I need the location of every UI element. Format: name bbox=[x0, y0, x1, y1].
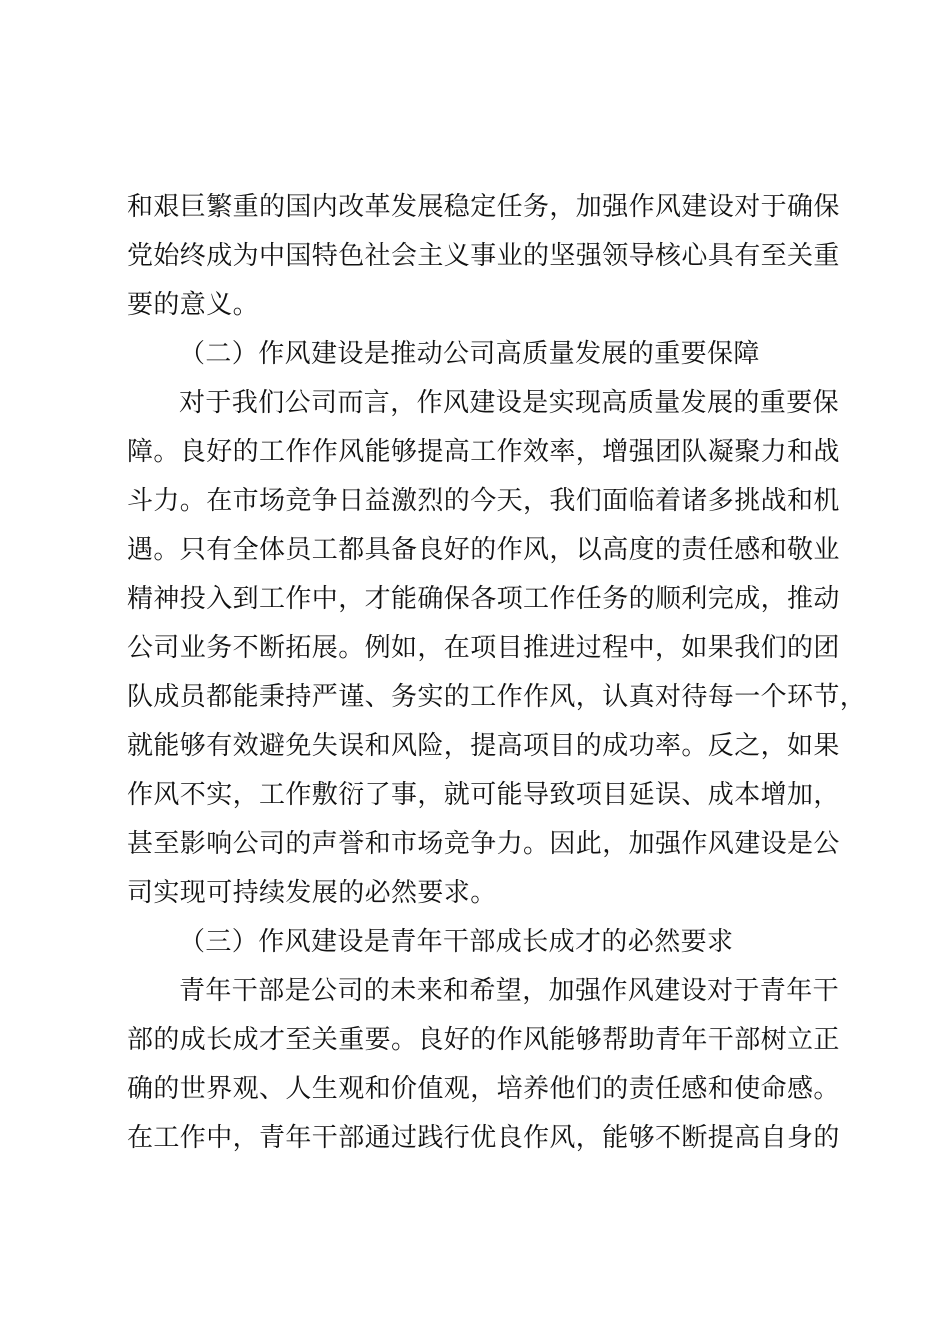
paragraph-line: 遇。只有全体员工都具备良好的作风，以高度的责任感和敬业 bbox=[127, 535, 840, 565]
paragraph-line: 党始终成为中国特色社会主义事业的坚强领导核心具有至关重 bbox=[127, 241, 840, 271]
section-heading: （三）作风建设是青年干部成长成才的必然要求 bbox=[179, 927, 734, 957]
paragraph-line: 公司业务不断拓展。例如，在项目推进过程中，如果我们的团 bbox=[127, 633, 840, 663]
paragraph-line: 确的世界观、人生观和价值观，培养他们的责任感和使命感。 bbox=[127, 1074, 840, 1104]
paragraph-line: 就能够有效避免失误和风险，提高项目的成功率。反之，如果 bbox=[127, 731, 840, 761]
paragraph-line: 甚至影响公司的声誉和市场竞争力。因此，加强作风建设是公 bbox=[127, 829, 840, 859]
paragraph-line: 精神投入到工作中，才能确保各项工作任务的顺利完成，推动 bbox=[127, 584, 840, 614]
paragraph-line: 和艰巨繁重的国内改革发展稳定任务，加强作风建设对于确保 bbox=[127, 192, 840, 222]
paragraph-line: 部的成长成才至关重要。良好的作风能够帮助青年干部树立正 bbox=[127, 1025, 840, 1055]
document-body bbox=[127, 183, 867, 1163]
paragraph-line: 司实现可持续发展的必然要求。 bbox=[127, 878, 497, 908]
paragraph-line: 对于我们公司而言，作风建设是实现高质量发展的重要保 bbox=[179, 388, 840, 418]
paragraph-line: 青年干部是公司的未来和希望，加强作风建设对于青年干 bbox=[179, 976, 840, 1006]
paragraph-line: 斗力。在市场竞争日益激烈的今天，我们面临着诸多挑战和机 bbox=[127, 486, 840, 516]
paragraph-line: 要的意义。 bbox=[127, 290, 260, 320]
section-heading: （二）作风建设是推动公司高质量发展的重要保障 bbox=[179, 339, 760, 369]
paragraph-line: 障。良好的工作作风能够提高工作效率，增强团队凝聚力和战 bbox=[127, 437, 840, 467]
paragraph-line: 队成员都能秉持严谨、务实的工作作风，认真对待每一个环节， bbox=[127, 682, 867, 712]
paragraph-line: 在工作中，青年干部通过践行优良作风，能够不断提高自身的 bbox=[127, 1123, 840, 1153]
paragraph-line: 作风不实，工作敷衍了事，就可能导致项目延误、成本增加， bbox=[127, 780, 840, 810]
